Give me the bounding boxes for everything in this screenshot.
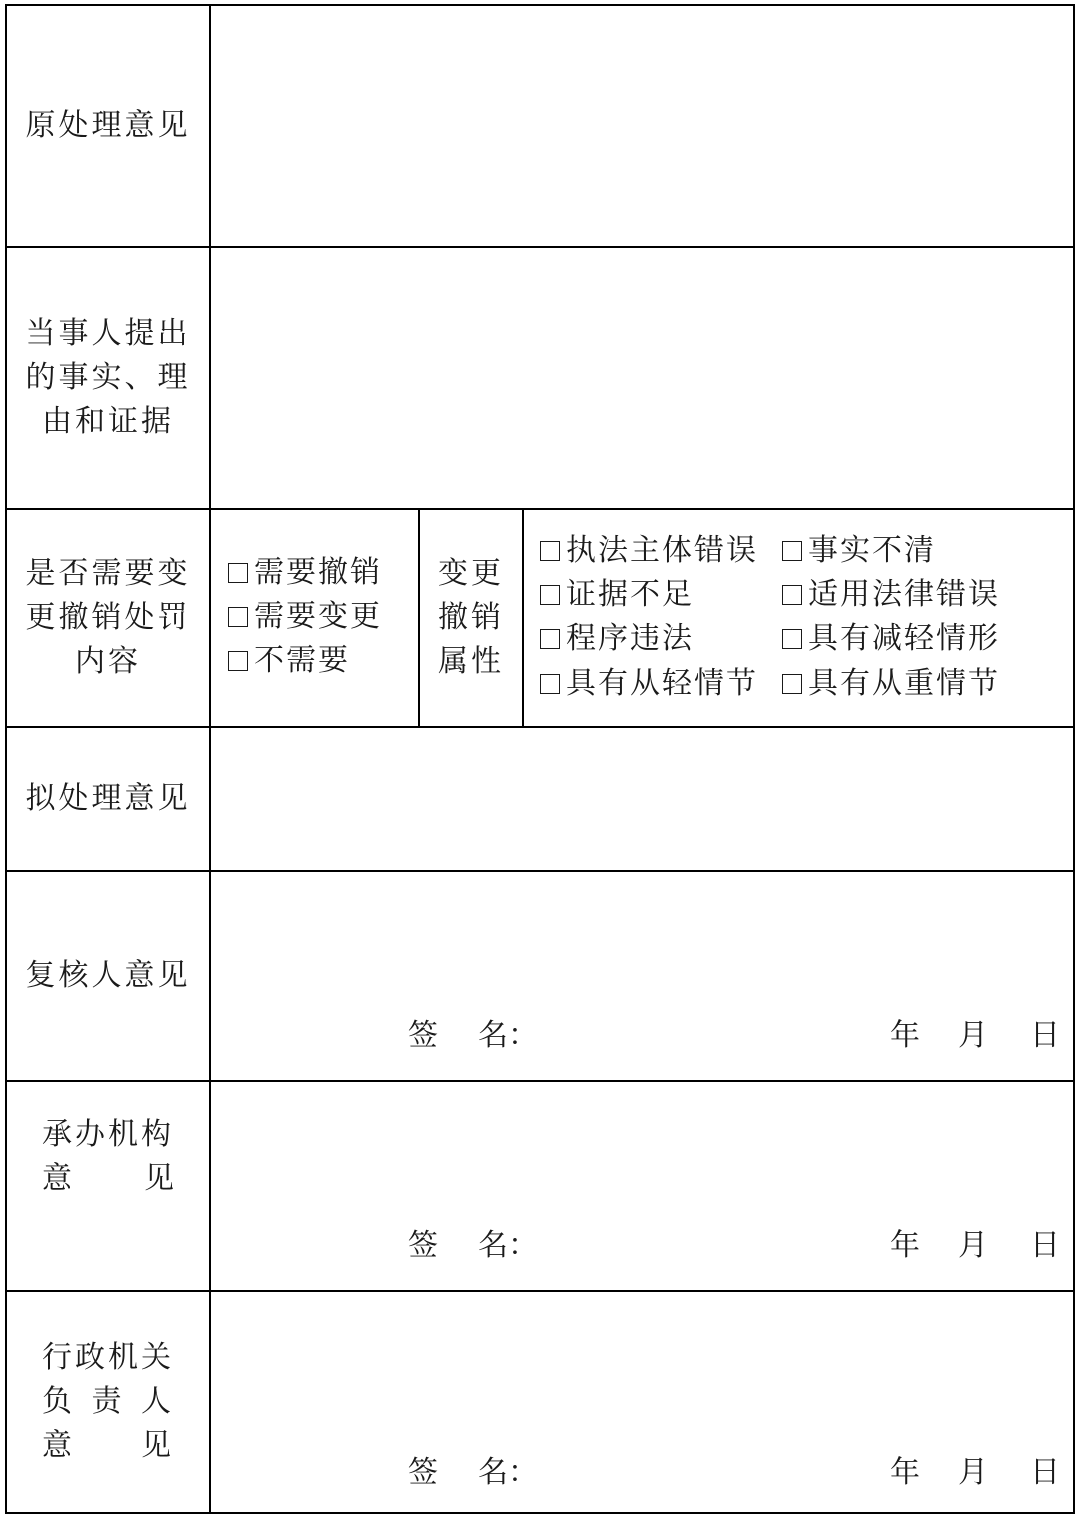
label-line: 拟处理意见 [25, 781, 191, 816]
option-label: 需要变更 [254, 599, 382, 634]
checkbox-icon[interactable] [540, 585, 560, 605]
label-line: 是否需要变 [25, 556, 191, 591]
label-word-justified [42, 1157, 174, 1201]
label-line: 原处理意见 [25, 108, 191, 143]
checkbox-icon[interactable] [228, 651, 248, 671]
label-line: 承办机构 [42, 1117, 174, 1152]
reviewer-opinion-field[interactable] [211, 872, 1073, 1012]
agency-head-opinion-field[interactable] [211, 1292, 1073, 1452]
option-label: 执法主体错误 [566, 533, 758, 568]
label-line: 当事人提出 [25, 316, 191, 351]
checkbox-icon[interactable] [782, 629, 802, 649]
checkbox-icon[interactable] [782, 585, 802, 605]
label-char: 见 [144, 1161, 174, 1196]
table-border-right [1073, 4, 1075, 1514]
original-opinion-field[interactable] [211, 6, 1073, 246]
label-line-spread [42, 1380, 174, 1424]
name-label: 名： [478, 1455, 538, 1490]
label-line: 复核人意见 [25, 958, 191, 993]
label-line: 撤销 [438, 600, 504, 635]
label-char: 见 [141, 1428, 174, 1463]
year-label: 年 [890, 1228, 920, 1263]
attr-law-application-error[interactable] [782, 573, 1000, 617]
label-char: 负 [42, 1384, 75, 1419]
checkbox-icon[interactable] [228, 563, 248, 583]
option-need-change[interactable] [228, 595, 382, 639]
label-char: 人 [141, 1384, 174, 1419]
sign-label: 签 [408, 1455, 438, 1490]
option-label: 具有从重情节 [808, 666, 1000, 701]
label-line: 由和证据 [42, 404, 174, 439]
label-line-spread [42, 1157, 174, 1201]
checkbox-icon[interactable] [540, 629, 560, 649]
label-word-justified [42, 1380, 174, 1424]
label-char: 意 [42, 1428, 75, 1463]
day-label: 日 [1030, 1228, 1060, 1263]
label-line: 内容 [75, 644, 141, 679]
sign-label: 签 [408, 1228, 438, 1263]
party-facts-label [6, 248, 210, 508]
agency-head-opinion-label [6, 1292, 210, 1512]
change-revoke-label [6, 510, 210, 726]
option-label: 具有减轻情形 [808, 621, 1000, 656]
label-line: 的事实、理 [25, 360, 191, 395]
table-border-bottom [5, 1512, 1075, 1514]
option-label: 不需要 [254, 643, 350, 678]
option-need-revoke[interactable] [228, 551, 382, 595]
attributes-divider [522, 508, 524, 728]
label-line: 行政机关 [42, 1340, 174, 1375]
attr-insufficient-evidence[interactable] [540, 573, 694, 617]
checkbox-icon[interactable] [228, 607, 248, 627]
attr-enforcement-subject-error[interactable] [540, 529, 758, 573]
sign-label: 签 [408, 1018, 438, 1053]
label-char: 意 [42, 1161, 72, 1196]
reviewer-opinion-label [6, 872, 210, 1080]
attr-mitigating-circumstance[interactable] [782, 617, 1000, 661]
name-label: 名： [478, 1018, 538, 1053]
checkbox-icon[interactable] [782, 674, 802, 694]
month-label: 月 [958, 1455, 988, 1490]
label-line-spread [42, 1424, 174, 1468]
handling-org-opinion-label [6, 1082, 210, 1232]
option-label: 适用法律错误 [808, 577, 1000, 612]
option-label: 需要撤销 [254, 555, 382, 590]
year-label: 年 [890, 1018, 920, 1053]
option-label: 事实不清 [808, 533, 936, 568]
label-line: 属性 [438, 644, 504, 679]
month-label: 月 [958, 1228, 988, 1263]
option-label: 程序违法 [566, 621, 694, 656]
change-revoke-attribute-label [420, 510, 522, 726]
attr-aggravating-circumstance[interactable] [782, 662, 1000, 706]
checkbox-icon[interactable] [782, 541, 802, 561]
option-label: 具有从轻情节 [566, 666, 758, 701]
label-word-justified [42, 1424, 174, 1468]
attr-facts-unclear[interactable] [782, 529, 936, 573]
handling-org-opinion-field[interactable] [211, 1082, 1073, 1222]
original-opinion-label [6, 6, 210, 246]
checkbox-icon[interactable] [540, 674, 560, 694]
checkbox-icon[interactable] [540, 541, 560, 561]
year-label: 年 [890, 1455, 920, 1490]
label-line: 变更 [438, 556, 504, 591]
attr-lenient-circumstance[interactable] [540, 662, 758, 706]
month-label: 月 [958, 1018, 988, 1053]
label-char: 责 [91, 1384, 125, 1419]
day-label: 日 [1030, 1018, 1060, 1053]
proposed-opinion-field[interactable] [211, 728, 1073, 870]
label-line: 更撤销处罚 [25, 600, 191, 635]
proposed-opinion-label [6, 728, 210, 870]
option-label: 证据不足 [566, 577, 694, 612]
attr-procedure-violation[interactable] [540, 617, 694, 661]
party-facts-field[interactable] [211, 248, 1073, 508]
name-label: 名： [478, 1228, 538, 1263]
day-label: 日 [1030, 1455, 1060, 1490]
option-no-need[interactable] [228, 639, 350, 683]
